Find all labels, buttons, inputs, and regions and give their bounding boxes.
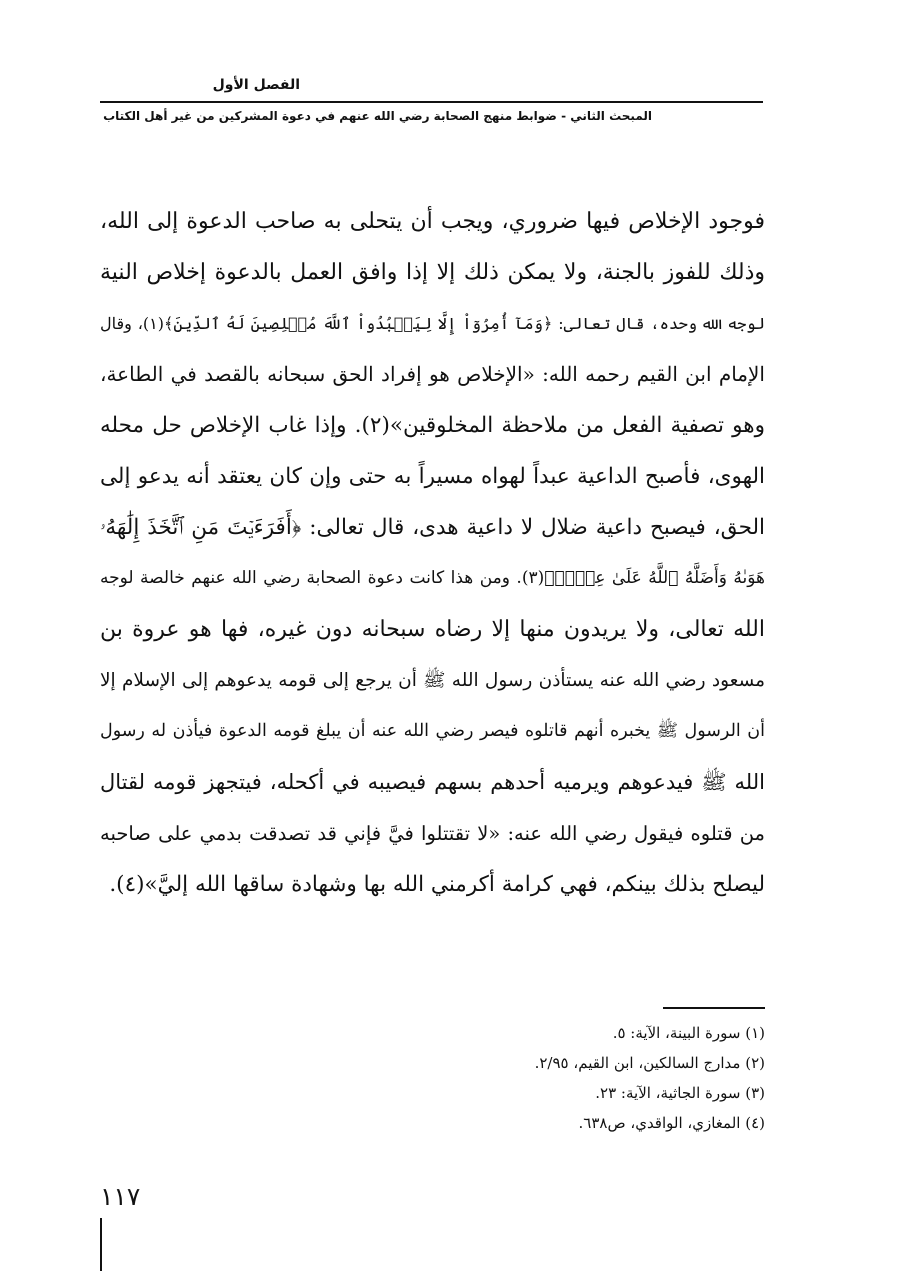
footnote: (٢) مدارج السالكين، ابن القيم، ٢/٩٥. bbox=[534, 1054, 765, 1072]
body-line: الإمام ابن القيم رحمه الله: «الإخلاص هو إفراد الحق سبحانه بالقصد في الطاعة، bbox=[100, 362, 765, 386]
body-line: وذلك للفوز بالجنة، ولا يمكن ذلك إلا إذا وافق العمل بالدعوة إخلاص النية bbox=[100, 260, 765, 285]
body-line: ليصلح بذلك بينكم، فهي كرامة أكرمني الله بها وشهادة ساقها الله إليَّ»(٤). bbox=[109, 872, 765, 897]
body-line: فوجود الإخلاص فيها ضروري، ويجب أن يتحلى به صاحب الدعوة إلى الله، bbox=[100, 209, 765, 234]
body-line: الهوى، فأصبح الداعية عبداً لهواه مسيراً به حتى وإن كان يعتقد أنه يدعو إلى bbox=[100, 464, 765, 489]
body-text bbox=[100, 196, 765, 910]
body-line: الله تعالى، ولا يريدون منها إلا رضاه سبحانه دون غيره، فها هو عروة بن bbox=[100, 617, 765, 642]
body-line: وهو تصفية الفعل من ملاحظة المخلوقين»(٢). وإذا غاب الإخلاص حل محله bbox=[100, 413, 765, 438]
footnotes bbox=[100, 1018, 765, 1138]
body-line: الله ﷺ فيدعوهم ويرميه أحدهم بسهم فيصيبه في أكحله، فيتجهز قومه لقتال bbox=[100, 770, 765, 794]
body-line: هَوَىٰهُ وَأَضَلَّهُ ٱللَّهُ عَلَىٰ عِلۡمٖ﴾(٣). ومن هذا كانت دعوة الصحابة رضي الله عنهم خالصة لوجه bbox=[100, 568, 765, 588]
body-line: مسعود رضي الله عنه يستأذن رسول الله ﷺ أن يرجع إلى قومه يدعوهم إلى الإسلام إلا bbox=[100, 670, 765, 691]
margin-rule bbox=[100, 1218, 102, 1271]
body-line: أن الرسول ﷺ يخبره أنهم قاتلوه فيصر رضي الله عنه أن يبلغ قومه الدعوة فيأذن له رسول bbox=[100, 721, 765, 741]
header-divider bbox=[100, 101, 763, 103]
footnote: (٣) سورة الجاثية، الآية: ٢٣. bbox=[595, 1084, 765, 1102]
section-title: المبحث الثاني - ضوابط منهج الصحابة رضي الله عنهم في دعوة المشركين من غير أهل الكتاب bbox=[103, 109, 652, 123]
body-line: من قتلوه فيقول رضي الله عنه: «لا تقتتلوا فيَّ فإني قد تصدقت بدمي على صاحبه bbox=[100, 822, 765, 845]
footnote: (٤) المغازي، الواقدي، ص٦٣٨. bbox=[578, 1114, 765, 1132]
body-line: لوجه الله وحده، قال تعالى: ﴿وَمَآ أُمِرُوٓاْ إِلَّا لِيَعۡبُدُواْ ٱللَّهَ مُخۡلِصِينَ لَهُ ٱلدِّينَ﴾(١)، وقال bbox=[100, 314, 765, 333]
chapter-title: الفصل الأول bbox=[212, 77, 300, 93]
body-line: الحق، فيصبح داعية ضلال لا داعية هدى، قال تعالى: ﴿أَفَرَءَيۡتَ مَنِ ٱتَّخَذَ إِلَٰهَهُۥ bbox=[100, 515, 765, 540]
page-number: ١١٧ bbox=[100, 1182, 141, 1211]
footnote-divider bbox=[663, 1007, 765, 1009]
footnote: (١) سورة البينة، الآية: ٥. bbox=[612, 1024, 765, 1042]
